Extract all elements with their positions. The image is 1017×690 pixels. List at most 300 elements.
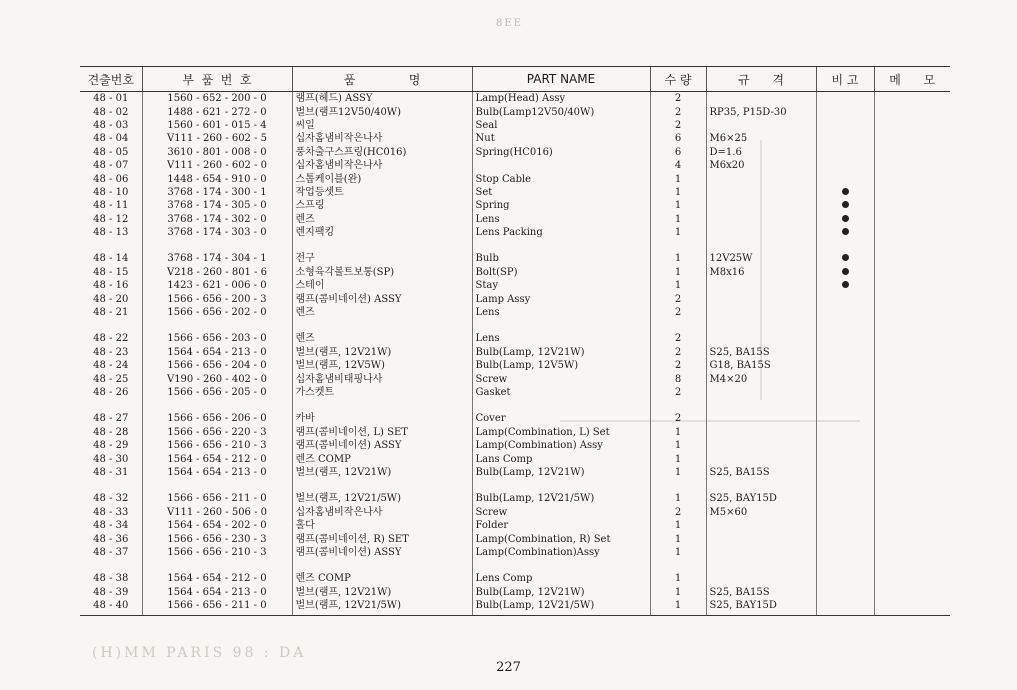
- part-number-cell: 3610 - 801 - 008 - 0: [142, 146, 292, 159]
- quantity-cell: 1: [650, 279, 706, 292]
- spec-cell: S25, BA15S: [706, 346, 816, 359]
- part-name-cell: Lamp(Combination, R) Set: [472, 532, 650, 545]
- korean-name-cell: 스프링: [292, 199, 472, 212]
- note-cell: [816, 506, 874, 519]
- spec-cell: [706, 199, 816, 212]
- spec-cell: S25, BAY15D: [706, 479, 816, 505]
- part-name-cell: Stop Cable: [472, 172, 650, 185]
- table-row: [80, 439, 950, 452]
- part-number-cell: 1423 - 621 - 006 - 0: [142, 279, 292, 292]
- table-row: [80, 479, 950, 505]
- spec-cell: [706, 172, 816, 185]
- table-row: [80, 306, 950, 319]
- korean-name-cell: 홀다: [292, 519, 472, 532]
- item-number-cell: 48 - 04: [93, 133, 129, 145]
- quantity-cell: 6: [650, 132, 706, 145]
- quantity-cell: 1: [650, 466, 706, 479]
- spec-cell: [706, 439, 816, 452]
- memo-cell: [874, 292, 950, 305]
- table-row: [80, 199, 950, 212]
- part-name-cell: Cover: [472, 399, 650, 425]
- spec-cell: M6×25: [706, 132, 816, 145]
- note-cell: [816, 439, 874, 452]
- quantity-cell: 2: [650, 506, 706, 519]
- note-cell: [816, 105, 874, 118]
- korean-name-cell: 램프(콤비네이션) ASSY: [292, 546, 472, 559]
- memo-cell: [874, 146, 950, 159]
- note-dot-icon: [842, 228, 849, 235]
- part-number-cell: V218 - 260 - 801 - 6: [142, 266, 292, 279]
- quantity-cell: 1: [650, 519, 706, 532]
- quantity-cell: 1: [650, 266, 706, 279]
- korean-name-cell: 십자홈냄비태핑나사: [292, 372, 472, 385]
- note-dot-icon: [842, 201, 849, 208]
- korean-name-cell: 벌브(램프, 12V21/5W): [292, 599, 472, 616]
- part-number-cell: 1566 - 656 - 211 - 0: [142, 479, 292, 505]
- table-row: [80, 386, 950, 399]
- quantity-cell: 1: [650, 426, 706, 439]
- part-number-cell: 1564 - 654 - 213 - 0: [142, 466, 292, 479]
- memo-cell: [874, 306, 950, 319]
- table-row: [80, 186, 950, 199]
- korean-name-cell: 가스켓트: [292, 386, 472, 399]
- quantity-cell: 2: [650, 359, 706, 372]
- part-number-cell: 3768 - 174 - 305 - 0: [142, 199, 292, 212]
- quantity-cell: 1: [650, 599, 706, 616]
- part-number-cell: 1566 - 656 - 211 - 0: [142, 599, 292, 616]
- col-header-note: 비 고: [816, 67, 874, 92]
- note-cell: [816, 372, 874, 385]
- quantity-cell: 2: [650, 92, 706, 106]
- memo-cell: [874, 199, 950, 212]
- memo-cell: [874, 506, 950, 519]
- part-name-cell: Lens Packing: [472, 226, 650, 239]
- quantity-cell: 4: [650, 159, 706, 172]
- part-number-cell: 1566 - 656 - 205 - 0: [142, 386, 292, 399]
- korean-name-cell: 벌브(램프, 12V21/5W): [292, 479, 472, 505]
- table-row: [80, 466, 950, 479]
- part-number-cell: 3768 - 174 - 304 - 1: [142, 239, 292, 265]
- spec-cell: [706, 452, 816, 465]
- item-number-cell: 48 - 30: [93, 453, 129, 465]
- memo-cell: [874, 186, 950, 199]
- korean-name-cell: 렌즈: [292, 213, 472, 226]
- spec-cell: M5×60: [706, 506, 816, 519]
- item-number-cell: 48 - 28: [93, 426, 129, 438]
- memo-cell: [874, 346, 950, 359]
- item-number-cell: 48 - 12: [93, 213, 129, 225]
- note-cell: [816, 199, 874, 212]
- table-row: [80, 146, 950, 159]
- korean-name-cell: 벌브(램프, 12V21W): [292, 466, 472, 479]
- memo-cell: [874, 132, 950, 145]
- spec-cell: [706, 213, 816, 226]
- memo-cell: [874, 105, 950, 118]
- table-row: [80, 266, 950, 279]
- note-cell: [816, 132, 874, 145]
- table-row: [80, 292, 950, 305]
- item-number-cell: 48 - 03: [93, 119, 129, 131]
- part-number-cell: 3768 - 174 - 300 - 1: [142, 186, 292, 199]
- korean-name-cell: 램프(헤드) ASSY: [292, 92, 472, 106]
- part-number-cell: 1566 - 656 - 203 - 0: [142, 319, 292, 345]
- item-number-cell: 48 - 40: [80, 599, 142, 616]
- table-row: [80, 172, 950, 185]
- quantity-cell: 1: [650, 452, 706, 465]
- note-cell: [816, 239, 874, 265]
- item-number-cell: 48 - 10: [93, 186, 129, 198]
- table-row: [80, 105, 950, 118]
- item-number-cell: 48 - 27: [93, 413, 129, 425]
- part-name-cell: Lens Comp: [472, 559, 650, 585]
- col-header-part-name: PART NAME: [472, 67, 650, 92]
- note-cell: [816, 532, 874, 545]
- korean-name-cell: 스톱케이블(완): [292, 172, 472, 185]
- part-name-cell: Bolt(SP): [472, 266, 650, 279]
- part-number-cell: 1564 - 654 - 212 - 0: [142, 559, 292, 585]
- table-row: [80, 519, 950, 532]
- quantity-cell: 2: [650, 399, 706, 425]
- quantity-cell: 2: [650, 306, 706, 319]
- part-name-cell: Bulb(Lamp, 12V5W): [472, 359, 650, 372]
- part-name-cell: Screw: [472, 506, 650, 519]
- item-number-cell: 48 - 05: [93, 146, 129, 158]
- spec-cell: [706, 306, 816, 319]
- korean-name-cell: 소형육각볼트보통(SP): [292, 266, 472, 279]
- part-name-cell: Lens: [472, 319, 650, 345]
- quantity-cell: 1: [650, 199, 706, 212]
- col-header-name-kr: 품 명: [292, 67, 472, 92]
- memo-cell: [874, 319, 950, 345]
- memo-cell: [874, 452, 950, 465]
- part-number-cell: 1560 - 652 - 200 - 0: [142, 92, 292, 106]
- item-number-cell: 48 - 23: [93, 346, 129, 358]
- memo-cell: [874, 599, 950, 616]
- note-cell: [816, 346, 874, 359]
- memo-cell: [874, 559, 950, 585]
- korean-name-cell: 렌즈: [292, 319, 472, 345]
- memo-cell: [874, 426, 950, 439]
- spec-cell: [706, 399, 816, 425]
- part-number-cell: 1488 - 621 - 272 - 0: [142, 105, 292, 118]
- part-number-cell: V111 - 260 - 602 - 0: [142, 159, 292, 172]
- korean-name-cell: 십자홈냄비작은나사: [292, 132, 472, 145]
- spec-cell: M6x20: [706, 159, 816, 172]
- part-name-cell: Seal: [472, 119, 650, 132]
- part-number-cell: 1566 - 656 - 206 - 0: [142, 399, 292, 425]
- item-number-cell: 48 - 22: [93, 333, 129, 345]
- part-number-cell: V190 - 260 - 402 - 0: [142, 372, 292, 385]
- korean-name-cell: 십자홈냄비작은나사: [292, 159, 472, 172]
- item-number-cell: 48 - 39: [93, 586, 129, 598]
- memo-cell: [874, 386, 950, 399]
- table-row: [80, 599, 950, 616]
- part-number-cell: 1448 - 654 - 910 - 0: [142, 172, 292, 185]
- part-name-cell: Bulb(Lamp, 12V21W): [472, 466, 650, 479]
- spec-cell: [706, 546, 816, 559]
- parts-table: [80, 66, 950, 616]
- quantity-cell: 1: [650, 532, 706, 545]
- note-cell: [816, 546, 874, 559]
- note-cell: [816, 279, 874, 292]
- item-number-cell: 48 - 26: [93, 387, 129, 398]
- part-number-cell: V111 - 260 - 506 - 0: [142, 506, 292, 519]
- table-row: [80, 319, 950, 345]
- memo-cell: [874, 532, 950, 545]
- part-name-cell: Lamp(Head) Assy: [472, 92, 650, 106]
- part-number-cell: 1566 - 656 - 220 - 3: [142, 426, 292, 439]
- part-name-cell: Set: [472, 186, 650, 199]
- note-dot-icon: [842, 268, 849, 275]
- spec-cell: S25, BA15S: [706, 466, 816, 479]
- table-row: [80, 119, 950, 132]
- table-row: [80, 506, 950, 519]
- spec-cell: [706, 119, 816, 132]
- note-cell: [816, 172, 874, 185]
- part-number-cell: 1564 - 654 - 212 - 0: [142, 452, 292, 465]
- korean-name-cell: 렌즈 COMP: [292, 559, 472, 585]
- korean-name-cell: 카바: [292, 399, 472, 425]
- part-number-cell: 1566 - 656 - 210 - 3: [142, 439, 292, 452]
- note-dot-icon: [842, 188, 849, 195]
- note-cell: [816, 586, 874, 599]
- item-number-cell: 48 - 01: [93, 93, 129, 105]
- korean-name-cell: 램프(콤비네이션) ASSY: [292, 292, 472, 305]
- spec-cell: [706, 532, 816, 545]
- spec-cell: G18, BA15S: [706, 359, 816, 372]
- part-number-cell: 1564 - 654 - 213 - 0: [142, 346, 292, 359]
- item-number-cell: 48 - 25: [93, 373, 129, 385]
- spec-cell: [706, 226, 816, 239]
- quantity-cell: 1: [650, 586, 706, 599]
- part-number-cell: 1560 - 601 - 015 - 4: [142, 119, 292, 132]
- quantity-cell: 1: [650, 213, 706, 226]
- table-row: [80, 532, 950, 545]
- memo-cell: [874, 239, 950, 265]
- item-number-cell: 48 - 36: [93, 533, 129, 545]
- note-cell: [816, 159, 874, 172]
- part-number-cell: 1566 - 656 - 202 - 0: [142, 306, 292, 319]
- note-cell: [816, 306, 874, 319]
- note-dot-icon: [842, 215, 849, 222]
- quantity-cell: 2: [650, 292, 706, 305]
- korean-name-cell: 렌지팩킹: [292, 226, 472, 239]
- quantity-cell: 1: [650, 559, 706, 585]
- spec-cell: [706, 292, 816, 305]
- item-number-cell: 48 - 38: [93, 573, 129, 585]
- note-cell: [816, 186, 874, 199]
- memo-cell: [874, 399, 950, 425]
- memo-cell: [874, 172, 950, 185]
- note-cell: [816, 426, 874, 439]
- spec-cell: RP35, P15D-30: [706, 105, 816, 118]
- note-cell: [816, 599, 874, 616]
- spec-cell: M8x16: [706, 266, 816, 279]
- part-name-cell: Lamp(Combination) Assy: [472, 439, 650, 452]
- item-number-cell: 48 - 37: [93, 546, 129, 558]
- table-body: [80, 92, 950, 616]
- spec-cell: [706, 186, 816, 199]
- table-row: [80, 239, 950, 265]
- item-number-cell: 48 - 32: [93, 493, 129, 505]
- part-name-cell: Folder: [472, 519, 650, 532]
- item-number-cell: 48 - 13: [93, 227, 129, 239]
- part-name-cell: Bulb(Lamp, 12V21/5W): [472, 599, 650, 616]
- item-number-cell: 48 - 14: [93, 253, 129, 265]
- quantity-cell: 2: [650, 319, 706, 345]
- note-cell: [816, 119, 874, 132]
- part-name-cell: Bulb(Lamp, 12V21W): [472, 586, 650, 599]
- quantity-cell: 1: [650, 479, 706, 505]
- note-cell: [816, 399, 874, 425]
- part-name-cell: Screw: [472, 372, 650, 385]
- korean-name-cell: 램프(콤비네이션, R) SET: [292, 532, 472, 545]
- memo-cell: [874, 266, 950, 279]
- note-cell: [816, 266, 874, 279]
- note-cell: [816, 559, 874, 585]
- quantity-cell: 6: [650, 146, 706, 159]
- part-name-cell: Lamp(Combination, L) Set: [472, 426, 650, 439]
- korean-name-cell: 렌즈 COMP: [292, 452, 472, 465]
- quantity-cell: 2: [650, 386, 706, 399]
- part-name-cell: Stay: [472, 279, 650, 292]
- quantity-cell: 2: [650, 119, 706, 132]
- memo-cell: [874, 439, 950, 452]
- part-number-cell: 1564 - 654 - 202 - 0: [142, 519, 292, 532]
- part-number-cell: 1566 - 656 - 230 - 3: [142, 532, 292, 545]
- item-number-cell: 48 - 06: [93, 173, 129, 185]
- spec-cell: [706, 426, 816, 439]
- quantity-cell: 8: [650, 372, 706, 385]
- quantity-cell: 2: [650, 105, 706, 118]
- korean-name-cell: 벌브(램프12V50/40W): [292, 105, 472, 118]
- item-number-cell: 48 - 11: [93, 200, 129, 212]
- korean-name-cell: 전구: [292, 239, 472, 265]
- part-number-cell: 3768 - 174 - 303 - 0: [142, 226, 292, 239]
- note-cell: [816, 92, 874, 106]
- part-name-cell: Lans Comp: [472, 452, 650, 465]
- table-row: [80, 452, 950, 465]
- note-cell: [816, 226, 874, 239]
- part-name-cell: Gasket: [472, 386, 650, 399]
- part-name-cell: Bulb: [472, 239, 650, 265]
- table-row: [80, 399, 950, 425]
- part-name-cell: Spring(HC016): [472, 146, 650, 159]
- col-header-memo: 메 모: [874, 67, 950, 92]
- item-number-cell: 48 - 21: [93, 307, 129, 319]
- note-cell: [816, 519, 874, 532]
- memo-cell: [874, 119, 950, 132]
- memo-cell: [874, 466, 950, 479]
- part-name-cell: Lens: [472, 306, 650, 319]
- memo-cell: [874, 226, 950, 239]
- part-name-cell: Bulb(Lamp12V50/40W): [472, 105, 650, 118]
- col-header-qty: 수 량: [650, 67, 706, 92]
- part-name-cell: Lens: [472, 213, 650, 226]
- spec-cell: [706, 319, 816, 345]
- korean-name-cell: 벌브(램프, 12V5W): [292, 359, 472, 372]
- quantity-cell: 1: [650, 226, 706, 239]
- spec-cell: 12V25W: [706, 239, 816, 265]
- memo-cell: [874, 372, 950, 385]
- note-cell: [816, 292, 874, 305]
- item-number-cell: 48 - 20: [93, 293, 129, 305]
- note-cell: [816, 213, 874, 226]
- korean-name-cell: 램프(콤비네이션) ASSY: [292, 439, 472, 452]
- spec-cell: D=1.6: [706, 146, 816, 159]
- quantity-cell: 1: [650, 186, 706, 199]
- item-number-cell: 48 - 34: [93, 520, 129, 532]
- item-number-cell: 48 - 33: [93, 506, 129, 518]
- table-row: [80, 359, 950, 372]
- part-number-cell: 1566 - 656 - 210 - 3: [142, 546, 292, 559]
- col-header-part-no: 부 품 번 호: [142, 67, 292, 92]
- korean-name-cell: 램프(콤비네이션, L) SET: [292, 426, 472, 439]
- korean-name-cell: 스테이: [292, 279, 472, 292]
- korean-name-cell: 씨일: [292, 119, 472, 132]
- memo-cell: [874, 279, 950, 292]
- note-cell: [816, 466, 874, 479]
- memo-cell: [874, 546, 950, 559]
- item-number-cell: 48 - 15: [93, 266, 129, 278]
- col-header-no: 견출번호: [80, 67, 142, 92]
- table-row: [80, 159, 950, 172]
- table-row: [80, 132, 950, 145]
- quantity-cell: 1: [650, 172, 706, 185]
- table-row: [80, 546, 950, 559]
- spec-cell: S25, BA15S: [706, 586, 816, 599]
- table-row: [80, 279, 950, 292]
- korean-name-cell: 풍차출구스프링(HC016): [292, 146, 472, 159]
- table-row: [80, 346, 950, 359]
- top-mark: 8EE: [496, 18, 523, 29]
- spec-cell: [706, 559, 816, 585]
- korean-name-cell: 렌즈: [292, 306, 472, 319]
- item-number-cell: 48 - 02: [93, 106, 129, 118]
- spec-cell: M4×20: [706, 372, 816, 385]
- part-name-cell: Bulb(Lamp, 12V21/5W): [472, 479, 650, 505]
- item-number-cell: 48 - 24: [93, 360, 129, 372]
- table-row: [80, 213, 950, 226]
- part-name-cell: [472, 159, 650, 172]
- note-dot-icon: [842, 281, 849, 288]
- part-number-cell: 1564 - 654 - 213 - 0: [142, 586, 292, 599]
- part-name-cell: Bulb(Lamp, 12V21W): [472, 346, 650, 359]
- spec-cell: S25, BAY15D: [706, 599, 816, 616]
- note-cell: [816, 146, 874, 159]
- table-row: [80, 92, 950, 106]
- table-row: [80, 586, 950, 599]
- spec-cell: [706, 92, 816, 106]
- part-name-cell: Lamp Assy: [472, 292, 650, 305]
- table-row: [80, 226, 950, 239]
- memo-cell: [874, 359, 950, 372]
- part-number-cell: 1566 - 656 - 200 - 3: [142, 292, 292, 305]
- part-name-cell: Nut: [472, 132, 650, 145]
- quantity-cell: 1: [650, 239, 706, 265]
- memo-cell: [874, 213, 950, 226]
- korean-name-cell: 작업등셋트: [292, 186, 472, 199]
- item-number-cell: 48 - 31: [93, 466, 129, 478]
- spec-cell: [706, 386, 816, 399]
- quantity-cell: 1: [650, 546, 706, 559]
- item-number-cell: 48 - 07: [93, 160, 129, 172]
- item-number-cell: 48 - 16: [93, 280, 129, 292]
- korean-name-cell: 벌브(램프, 12V21W): [292, 586, 472, 599]
- memo-cell: [874, 479, 950, 505]
- table-row: [80, 426, 950, 439]
- memo-cell: [874, 159, 950, 172]
